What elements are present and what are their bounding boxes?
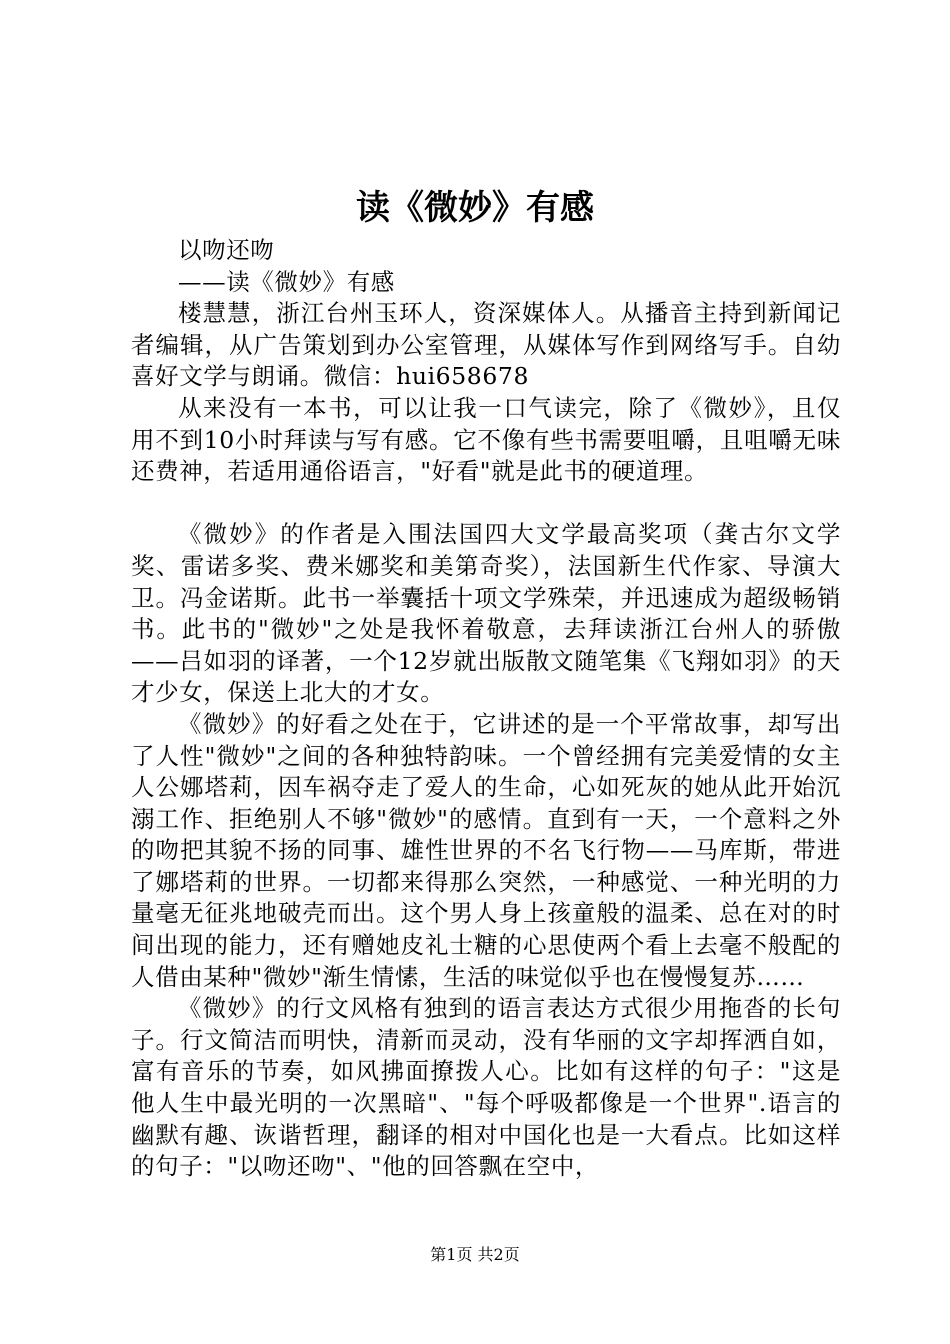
body-paragraph: 《微妙》的好看之处在于，它讲述的是一个平常故事，却写出了人性"微妙"之间的各种独特韵味。一个曾经拥有完美爱情的女主人公娜塔莉，因车祸夺走了爱人的生命，心如死灰的她从此开始沉溺工作、拒绝别人不够"微妙"的感情。直到有一天，一个意料之外的吻把其貌不扬的同事、雄性世界的不名飞行物——马库斯，带进了娜塔莉的世界。一切都来得那么突然，一种感觉、一种光明的力量毫无征兆地破壳而出。这个男人身上孩童般的温柔、总在对的时间出现的能力，还有赠她皮礼士糖的心思使两个看上去毫不般配的人借由某种"微妙"渐生情愫，生活的味觉似乎也在慢慢复苏…… [131, 709, 841, 991]
author-bio-paragraph: 楼慧慧，浙江台州玉环人，资深媒体人。从播音主持到新闻记者编辑，从广告策划到办公室管理，从媒体写作到网络写手。自幼喜好文学与朗诵。微信：hui658678 [131, 299, 841, 391]
subtitle-line: 以吻还吻 [178, 236, 275, 264]
body-paragraph: 从来没有一本书，可以让我一口气读完，除了《微妙》，且仅用不到10小时拜读与写有感。它不像有些书需要咀嚼，且咀嚼无味还费神，若适用通俗语言，"好看"就是此书的硬道理。 [131, 393, 841, 486]
blank-line [131, 488, 841, 520]
document-title: 读《微妙》有感 [356, 188, 594, 228]
document-body [131, 235, 841, 1183]
page-footer: 第1页 共2页 [430, 1245, 520, 1264]
body-paragraph: 《微妙》的作者是入围法国四大文学最高奖项（龚古尔文学奖、雷诺多奖、费米娜奖和美第奇奖），法国新生代作家、导演大卫。冯金诺斯。此书一举囊括十项文学殊荣，并迅速成为超级畅销书。此书的"微妙"之处是我怀着敬意，去拜读浙江台州人的骄傲——吕如羽的译著，一个12岁就出版散文随笔集《飞翔如羽》的天才少女，保送上北大的才女。 [131, 520, 841, 707]
body-paragraph: 《微妙》的行文风格有独到的语言表达方式很少用拖沓的长句子。行文简洁而明快，清新而灵动，没有华丽的文字却挥洒自如，富有音乐的节奏，如风拂面撩拨人心。比如有这样的句子："这是他人生中最光明的一次黑暗"、"每个呼吸都像是一个世界".语言的幽默有趣、诙谐哲理，翻译的相对中国化也是一大看点。比如这样的句子："以吻还吻"、"他的回答飘在空中， [131, 994, 841, 1181]
subtitle-line: ——读《微妙》有感 [178, 267, 395, 296]
